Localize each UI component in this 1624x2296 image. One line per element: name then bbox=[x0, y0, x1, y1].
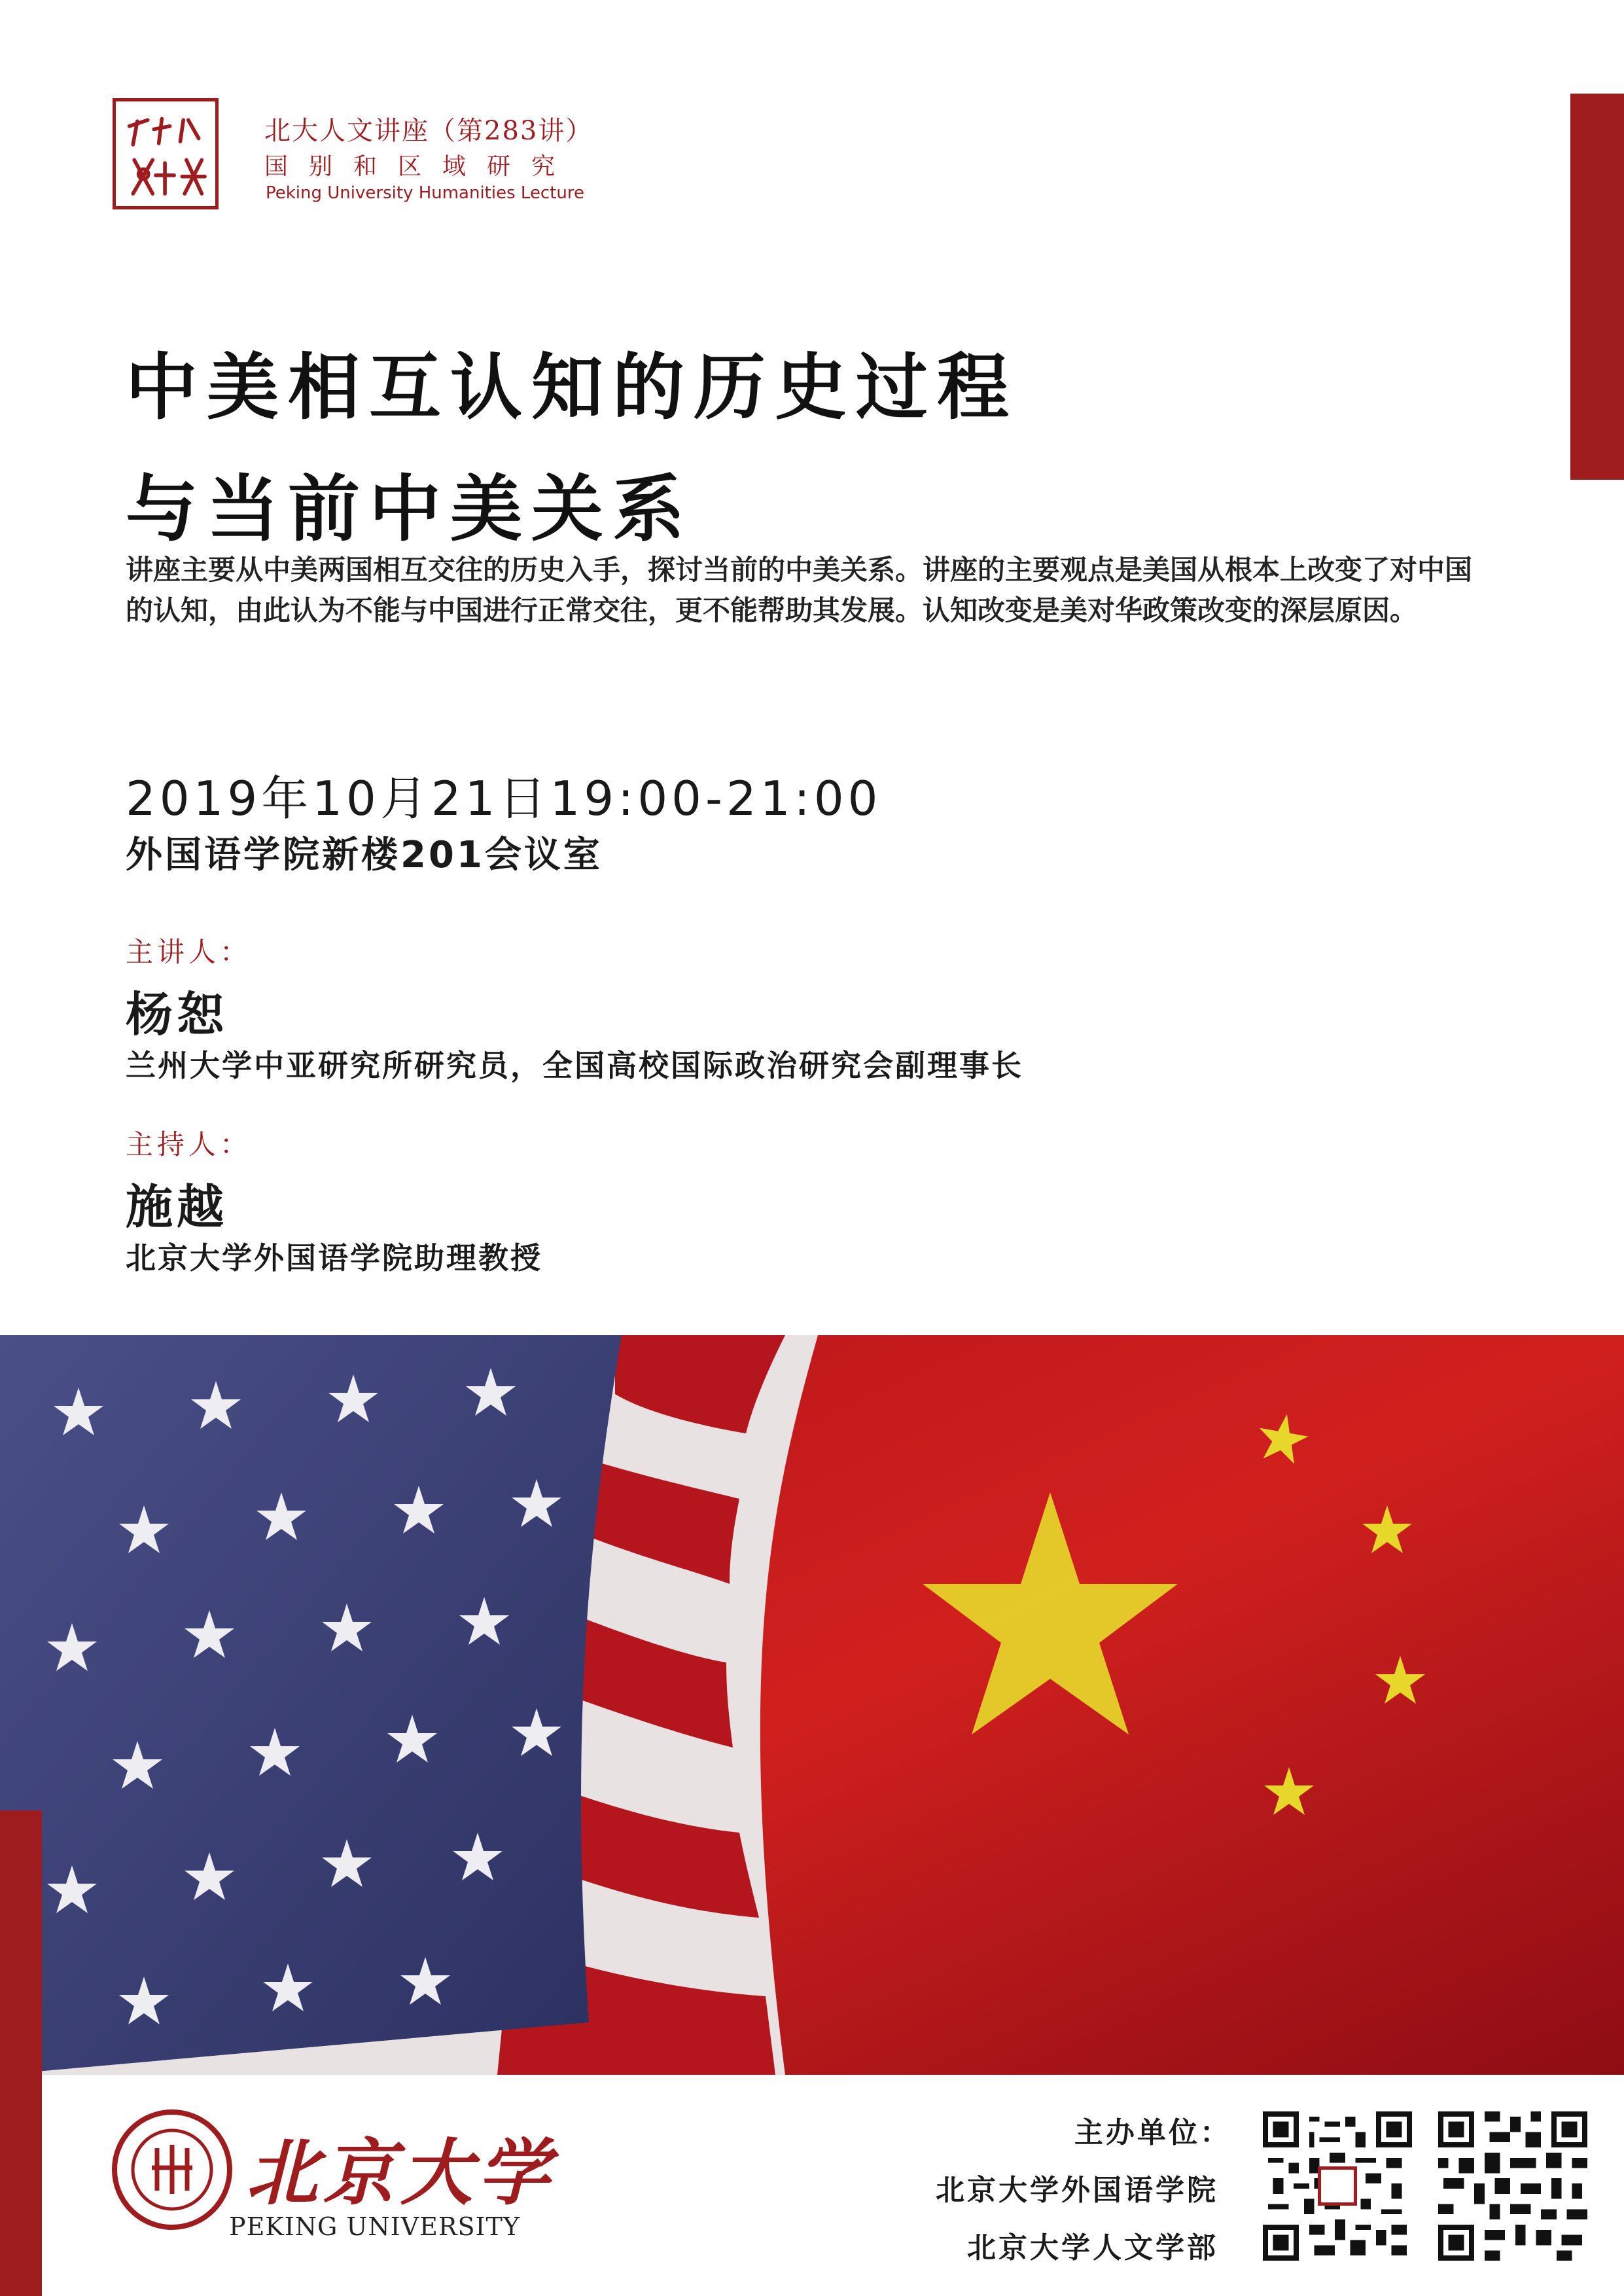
event-datetime: 2019年10月21日19:00-21:00 bbox=[126, 771, 882, 826]
lecture-title-line2: 与当前中美关系 bbox=[126, 467, 694, 551]
speaker-label: 主讲人： bbox=[126, 936, 252, 968]
organizer-item: 北京大学人文学部 bbox=[967, 2231, 1218, 2265]
host-description: 北京大学外国语学院助理教授 bbox=[126, 1240, 542, 1276]
host-label: 主持人： bbox=[126, 1128, 252, 1160]
organizer-item: 北京大学外国语学院 bbox=[936, 2174, 1218, 2207]
event-venue: 外国语学院新楼201会议室 bbox=[126, 834, 603, 876]
lecture-seal-logo bbox=[113, 98, 219, 209]
lecture-intro: 讲座主要从中美两国相互交往的历史入手，探讨当前的中美关系。讲座的主要观点是美国从根本上改变了对中国的认知，由此认为不能与中国进行正常交往，更不能帮助其发展。认知改变是美对华政策改变的深层原因。 bbox=[126, 554, 1473, 626]
host-name: 施越 bbox=[126, 1179, 228, 1234]
pku-chinese-wordmark: 北京大学 bbox=[246, 2130, 555, 2215]
qr-code-icon[interactable] bbox=[1263, 2111, 1412, 2261]
series-title: 北大人文讲座（第283讲） bbox=[264, 116, 593, 146]
organizer-label: 主办单位： bbox=[1074, 2116, 1231, 2149]
series-english-name: Peking University Humanities Lecture bbox=[266, 183, 585, 203]
pku-english-wordmark: PEKING UNIVERSITY bbox=[229, 2212, 520, 2241]
speaker-description: 兰州大学中亚研究所研究员，全国高校国际政治研究会副理事长 bbox=[126, 1048, 1023, 1083]
speaker-name: 杨恕 bbox=[126, 987, 228, 1042]
pku-emblem-logo bbox=[111, 2109, 233, 2231]
accent-bar-top-right bbox=[1570, 94, 1624, 480]
series-subtitle: 国别和区域研究 bbox=[264, 153, 576, 180]
us-china-flags-image bbox=[0, 1335, 1624, 2075]
qr-code-icon[interactable] bbox=[1438, 2111, 1587, 2261]
lecture-title-line1: 中美相互认知的历史过程 bbox=[126, 346, 1018, 429]
accent-bar-bottom-left bbox=[0, 1810, 42, 2296]
